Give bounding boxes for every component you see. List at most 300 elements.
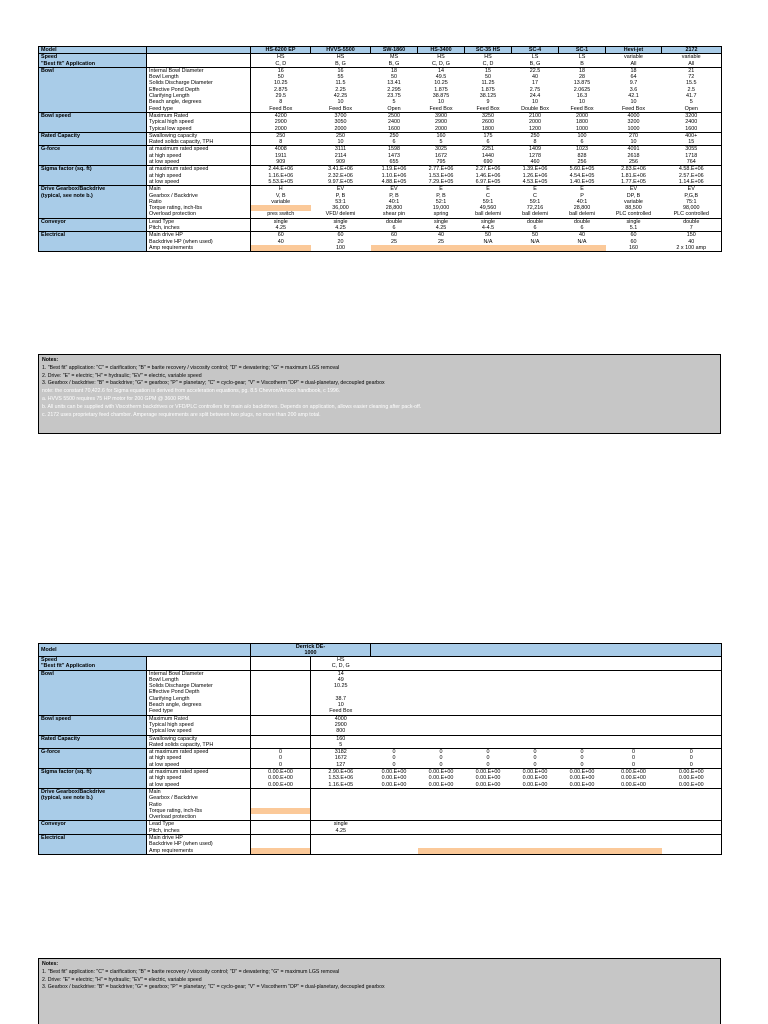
- value-cell: 1.875: [481, 86, 495, 93]
- note-line: 2. Drive: "E" = electric; "H" = hydraulic; "EV" = electric, variable speed: [42, 372, 202, 379]
- value-cell: [559, 742, 606, 749]
- group-label: [39, 159, 147, 166]
- note-line: c. 2172 uses proprietary feed chamber. Amperage requirements are split between two plugs, no more than 200 amp total.: [42, 411, 321, 418]
- value-cell: EV: [606, 186, 662, 193]
- value-cell: variable: [662, 54, 722, 61]
- value-cell: [251, 670, 311, 677]
- table-row: [39, 762, 722, 769]
- parameter-label: at high speed: [147, 775, 251, 781]
- value-cell: 1600: [388, 125, 400, 132]
- value-cell: 3182: [311, 749, 371, 756]
- group-label: Speed: [39, 657, 147, 664]
- value-cell: [606, 657, 662, 664]
- value-cell: 10.25: [251, 80, 311, 86]
- parameter-label: Swallowing capacity: [147, 132, 251, 139]
- value-cell: 40: [559, 232, 606, 239]
- value-cell: 0: [486, 761, 490, 768]
- value-cell: 2251: [465, 146, 512, 153]
- value-cell: 0: [662, 749, 722, 756]
- value-cell: [559, 828, 606, 835]
- value-cell: 6: [580, 225, 584, 232]
- value-cell: 2.25: [335, 86, 346, 93]
- table-row: [39, 835, 722, 842]
- value-cell: 88,500: [625, 205, 642, 212]
- value-cell: 2000: [559, 112, 606, 119]
- value-cell: [512, 728, 559, 735]
- value-cell: 400+: [662, 132, 722, 139]
- table-row: [39, 146, 722, 153]
- value-cell: [418, 663, 465, 670]
- table-row: [39, 848, 722, 855]
- value-cell: 0: [632, 755, 635, 762]
- note-line: 1. "Best fit" application: "C" = clarification; "B" = barite recovery / viscosity control; "D" = dewatering; "G" = maximum LGS removal: [42, 364, 340, 371]
- group-label: [39, 742, 147, 749]
- value-cell: 4-4.5: [481, 225, 495, 232]
- value-cell: ball delemi: [569, 211, 595, 218]
- value-cell: C, D, G: [311, 663, 371, 670]
- value-cell: 2618: [627, 152, 640, 159]
- group-label: [39, 782, 147, 789]
- value-cell: [512, 708, 559, 715]
- value-cell: 2000: [435, 125, 447, 132]
- value-cell: 0.00.E+00: [522, 775, 548, 782]
- value-cell: [512, 828, 559, 835]
- value-cell: 3200: [627, 119, 640, 126]
- value-cell: 250: [512, 132, 559, 139]
- value-cell: 4000: [606, 112, 662, 119]
- value-cell: MS: [371, 54, 418, 61]
- value-cell: [559, 657, 606, 664]
- value-cell: 5: [311, 742, 371, 749]
- parameter-label: Ratio: [147, 802, 251, 808]
- value-cell: 60: [371, 232, 418, 239]
- value-cell: 4.25: [251, 225, 311, 232]
- value-cell: 0: [533, 755, 537, 762]
- value-cell: 2.90.E+06: [311, 769, 371, 776]
- value-cell: [418, 848, 465, 855]
- value-cell: V, B: [251, 193, 311, 199]
- value-cell: 1.40.E+05: [569, 178, 595, 185]
- value-cell: 6: [533, 225, 537, 232]
- parameter-label: at high speed: [147, 173, 251, 179]
- value-cell: double: [662, 218, 722, 225]
- value-cell: [371, 828, 418, 835]
- parameter-label: Clarifying Length: [147, 93, 251, 99]
- value-cell: 0.00.E+00: [428, 775, 454, 782]
- parameter-label: Gearbox / Backdrive: [147, 795, 251, 801]
- value-cell: [559, 663, 606, 670]
- value-cell: 4.25: [435, 225, 447, 232]
- value-cell: LS: [559, 54, 606, 61]
- value-cell: 2.57.E+06: [662, 173, 722, 179]
- value-cell: [465, 821, 512, 828]
- value-cell: 6: [392, 139, 396, 146]
- value-cell: 25: [391, 238, 397, 245]
- value-cell: 2.32.E+06: [328, 172, 353, 179]
- value-cell: [606, 821, 662, 828]
- value-cell: 11.25: [481, 80, 495, 87]
- column-header: HS-3400: [418, 47, 465, 54]
- value-cell: 36,000: [332, 205, 349, 212]
- value-cell: [465, 788, 512, 795]
- value-cell: 28,800: [385, 205, 403, 212]
- group-label: Conveyor: [39, 218, 147, 225]
- value-cell: 2.27.E+06: [465, 166, 512, 173]
- value-cell: 72: [662, 74, 722, 80]
- value-cell: 1.81.E+06: [621, 172, 646, 179]
- value-cell: HS: [251, 54, 311, 61]
- parameter-label: at maximum rated speed: [147, 166, 251, 173]
- value-cell: C, D: [251, 61, 311, 68]
- value-cell: [662, 663, 722, 670]
- parameter-label: Clarifying Length: [147, 696, 251, 702]
- value-cell: 10: [630, 139, 637, 146]
- value-cell: 0: [533, 761, 537, 768]
- value-cell: 1.10.E+06: [381, 172, 407, 179]
- parameter-label: Backdrive HP (when used): [147, 239, 251, 245]
- value-cell: 690: [483, 159, 493, 166]
- value-cell: 2400: [662, 119, 722, 125]
- parameter-label: Maximum Rated: [147, 715, 251, 722]
- table-row: [39, 67, 722, 74]
- value-cell: double: [559, 218, 606, 225]
- value-cell: single: [311, 218, 371, 225]
- value-cell: variable: [624, 198, 643, 205]
- table-row: [39, 218, 722, 225]
- spec-sheet-1: [38, 46, 721, 252]
- value-cell: HS: [311, 54, 371, 61]
- value-cell: HS: [311, 657, 371, 664]
- value-cell: [606, 735, 662, 742]
- group-label: G-force: [39, 749, 147, 756]
- group-label: [39, 106, 147, 113]
- value-cell: [465, 828, 512, 835]
- value-cell: 250: [311, 132, 371, 139]
- value-cell: [465, 742, 512, 749]
- parameter-label: Ratio: [147, 199, 251, 205]
- value-cell: variable: [251, 199, 311, 205]
- value-cell: [251, 245, 311, 252]
- group-label: Bowl speed: [39, 112, 147, 119]
- value-cell: 52:1: [435, 198, 447, 205]
- value-cell: 4091: [606, 146, 662, 153]
- parameter-label: Beach angle, degrees: [147, 99, 251, 105]
- value-cell: 25: [438, 238, 444, 245]
- group-label: [39, 848, 147, 855]
- table-row: [39, 245, 722, 252]
- centrifuge-spec-table-1: [38, 46, 722, 252]
- value-cell: 18: [559, 67, 606, 74]
- value-cell: 15: [465, 67, 512, 74]
- value-cell: [418, 814, 465, 821]
- value-cell: 11.5: [335, 80, 346, 87]
- value-cell: 1.53.E+06: [311, 775, 371, 781]
- value-cell: 0: [580, 755, 584, 762]
- value-cell: 3.41.E+06: [311, 166, 371, 173]
- note-line: 3. Gearbox / backdrive: "B" = backdrive; "G" = gearbox; "P" = planetary; "C" = cyclo-gear; "V" = Viscotherm "DP" = dual-planetary, decoupled gearbox: [42, 984, 385, 991]
- value-cell: 8: [251, 99, 311, 105]
- value-cell: 5.53.E+05: [251, 179, 311, 186]
- value-cell: [559, 788, 606, 795]
- value-cell: [606, 814, 662, 821]
- value-cell: [371, 663, 418, 670]
- table-row: [39, 663, 722, 670]
- value-cell: N/A: [483, 238, 493, 245]
- table-row: [39, 159, 722, 166]
- value-cell: [465, 848, 512, 855]
- value-cell: 0: [606, 749, 662, 756]
- value-cell: 8: [251, 139, 311, 146]
- value-cell: [465, 728, 512, 735]
- value-cell: single: [606, 218, 662, 225]
- value-cell: [418, 715, 465, 722]
- table-row: [39, 728, 722, 735]
- value-cell: 10: [532, 99, 538, 106]
- parameter-label: at maximum rated speed: [147, 146, 251, 153]
- value-cell: 24.4: [529, 93, 541, 100]
- value-cell: 50: [485, 74, 491, 81]
- column-header: HVVS-5500: [311, 47, 371, 54]
- value-cell: [606, 715, 662, 722]
- value-cell: [251, 821, 311, 828]
- value-cell: 20: [337, 238, 344, 245]
- table-row: [39, 54, 722, 61]
- value-cell: B, G: [388, 60, 400, 67]
- value-cell: 795: [436, 159, 446, 166]
- value-cell: [662, 670, 722, 677]
- value-cell: 7.29.E+05: [428, 178, 454, 185]
- value-cell: 160: [311, 735, 371, 742]
- parameter-label: Pitch, inches: [147, 225, 251, 232]
- value-cell: P, B: [335, 192, 346, 199]
- value-cell: 10: [579, 99, 585, 106]
- value-cell: 1000: [627, 125, 640, 132]
- value-cell: 29.5: [251, 93, 311, 99]
- value-cell: 1200: [529, 125, 541, 132]
- value-cell: [418, 735, 465, 742]
- value-cell: 764: [662, 159, 722, 166]
- value-cell: EV: [662, 186, 722, 193]
- value-cell: [251, 742, 311, 749]
- column-header: 2172: [662, 47, 722, 54]
- value-cell: 1278: [529, 152, 541, 159]
- value-cell: 0.00.E+00: [475, 781, 501, 788]
- table-row: [39, 61, 722, 68]
- value-cell: [418, 821, 465, 828]
- group-label: [39, 728, 147, 735]
- value-cell: Open: [662, 106, 722, 113]
- value-cell: 0.00.E+00: [465, 769, 512, 776]
- value-cell: Double Box: [521, 105, 549, 112]
- value-cell: 0.00.E+00: [569, 781, 595, 788]
- value-cell: 0.00.E+00: [569, 775, 595, 782]
- value-cell: 64: [630, 74, 637, 81]
- parameter-label: Solids Discharge Diameter: [147, 80, 251, 86]
- table-row: [39, 132, 722, 139]
- value-cell: 0: [662, 762, 722, 769]
- group-label: "Best fit" Application: [39, 663, 147, 670]
- value-cell: C: [533, 192, 537, 199]
- group-label: Electrical: [39, 835, 147, 842]
- value-cell: [251, 715, 311, 722]
- value-cell: 3.6: [629, 86, 638, 93]
- value-cell: 2 x 100 amp: [662, 245, 722, 252]
- value-cell: [512, 835, 559, 842]
- table-row: [39, 735, 722, 742]
- value-cell: 0: [418, 749, 465, 756]
- notes-box-1: [38, 354, 721, 434]
- value-cell: 55: [337, 74, 344, 81]
- value-cell: 49: [311, 677, 371, 683]
- value-cell: [512, 814, 559, 821]
- value-cell: [559, 245, 606, 252]
- value-cell: P: [580, 192, 584, 199]
- parameter-label: Main: [147, 186, 251, 193]
- value-cell: C: [486, 192, 490, 199]
- value-cell: [559, 715, 606, 722]
- value-cell: 1800: [482, 125, 494, 132]
- column-header: Hevi-jet: [606, 47, 662, 54]
- parameter-label: Backdrive HP (when used): [147, 841, 251, 847]
- header-row: [39, 644, 722, 657]
- value-cell: [371, 715, 418, 722]
- value-cell: [371, 788, 418, 795]
- value-cell: 50: [391, 74, 397, 81]
- value-cell: 909: [251, 159, 311, 166]
- value-cell: [512, 742, 559, 749]
- value-cell: E: [418, 186, 465, 193]
- value-cell: [251, 848, 311, 855]
- group-label: Bowl: [39, 67, 147, 74]
- value-cell: [465, 663, 512, 670]
- value-cell: [559, 735, 606, 742]
- group-label: [39, 225, 147, 232]
- value-cell: 22.5: [512, 67, 559, 74]
- value-cell: [311, 814, 371, 821]
- value-cell: 0.00.E+00: [428, 781, 454, 788]
- value-cell: 49,560: [479, 205, 497, 212]
- value-cell: 4.25: [335, 225, 346, 232]
- group-label: [39, 828, 147, 835]
- value-cell: 0: [251, 749, 311, 756]
- value-cell: P, B: [436, 192, 446, 199]
- group-label: [39, 211, 147, 218]
- group-label: Bowl speed: [39, 715, 147, 722]
- value-cell: [662, 848, 722, 855]
- value-cell: [662, 708, 722, 715]
- value-cell: [465, 657, 512, 664]
- value-cell: [418, 728, 465, 735]
- value-cell: 1800: [576, 119, 588, 126]
- value-cell: [311, 835, 371, 842]
- table-row: [39, 749, 722, 756]
- group-label: (typical, see note b.): [39, 193, 147, 199]
- value-cell: 10: [438, 99, 444, 106]
- table-row: [39, 715, 722, 722]
- value-cell: 2900: [251, 119, 311, 125]
- value-cell: 0: [486, 755, 490, 762]
- value-cell: 1600: [662, 126, 722, 133]
- value-cell: [418, 835, 465, 842]
- group-label: Conveyor: [39, 821, 147, 828]
- value-cell: 40:1: [576, 198, 588, 205]
- value-cell: [371, 245, 418, 252]
- parameter-label: Overload protection: [147, 211, 251, 218]
- value-cell: 0.00.E+00: [512, 769, 559, 776]
- table-row: [39, 225, 722, 232]
- value-cell: 10: [337, 99, 344, 106]
- parameter-label: Swallowing capacity: [147, 735, 251, 742]
- value-cell: [251, 835, 311, 842]
- value-cell: [251, 828, 311, 835]
- parameter-label: [147, 61, 251, 68]
- value-cell: 1023: [559, 146, 606, 153]
- table-row: [39, 708, 722, 715]
- parameter-label: Beach angle, degrees: [147, 702, 251, 708]
- parameter-label: Lead Type: [147, 218, 251, 225]
- value-cell: 3700: [311, 112, 371, 119]
- value-cell: 0.00.E+00: [251, 775, 311, 781]
- parameter-label: Solids Discharge Diameter: [147, 683, 251, 689]
- value-cell: 41.7: [662, 93, 722, 99]
- value-cell: [251, 708, 311, 715]
- value-cell: 2000: [251, 126, 311, 133]
- value-cell: double: [512, 218, 559, 225]
- value-cell: 50: [251, 74, 311, 80]
- value-cell: 1.46.E+06: [475, 172, 501, 179]
- value-cell: 13.875: [573, 80, 591, 87]
- value-cell: 1.16.E+05: [311, 782, 371, 789]
- value-cell: 18: [606, 67, 662, 74]
- parameter-label: Typical low speed: [147, 126, 251, 133]
- table-row: [39, 186, 722, 193]
- model-header: Model: [39, 47, 147, 54]
- note-line: b. All units can be supplied with Viscotherm backdrives or VFD/PLC controllers for main a/o backdrives. Depends on application, allows easier cleaning after pack-off.: [42, 403, 422, 410]
- value-cell: [311, 788, 371, 795]
- parameter-label: [147, 657, 251, 664]
- value-cell: [559, 821, 606, 828]
- parameter-label: Overload protection: [147, 814, 251, 821]
- spec-sheet-2: [38, 643, 721, 855]
- value-cell: 4200: [251, 112, 311, 119]
- group-label: [39, 245, 147, 252]
- parameter-label: [147, 54, 251, 61]
- value-cell: 60: [311, 232, 371, 239]
- value-cell: 1409: [512, 146, 559, 153]
- value-cell: 2.295: [387, 86, 401, 93]
- value-cell: 0.00.E+00: [475, 775, 501, 782]
- value-cell: 10.25: [434, 80, 448, 87]
- value-cell: 40: [532, 74, 538, 81]
- value-cell: 0.00.E+00: [381, 775, 407, 782]
- group-label: [39, 139, 147, 146]
- value-cell: Feed Box: [621, 105, 646, 112]
- group-label: [39, 814, 147, 821]
- parameter-label: at low speed: [147, 782, 251, 789]
- column-header: SC-4: [512, 47, 559, 54]
- table-row: [39, 670, 722, 677]
- value-cell: 17: [532, 80, 538, 87]
- value-cell: [371, 848, 418, 855]
- value-cell: 0: [632, 761, 635, 768]
- value-cell: 0.00.E+00: [559, 769, 606, 776]
- value-cell: [662, 828, 722, 835]
- value-cell: single: [251, 218, 311, 225]
- value-cell: [559, 848, 606, 855]
- value-cell: 0.00.E+00: [371, 769, 418, 776]
- notes-title: Notes:: [42, 357, 59, 363]
- value-cell: 0: [580, 761, 584, 768]
